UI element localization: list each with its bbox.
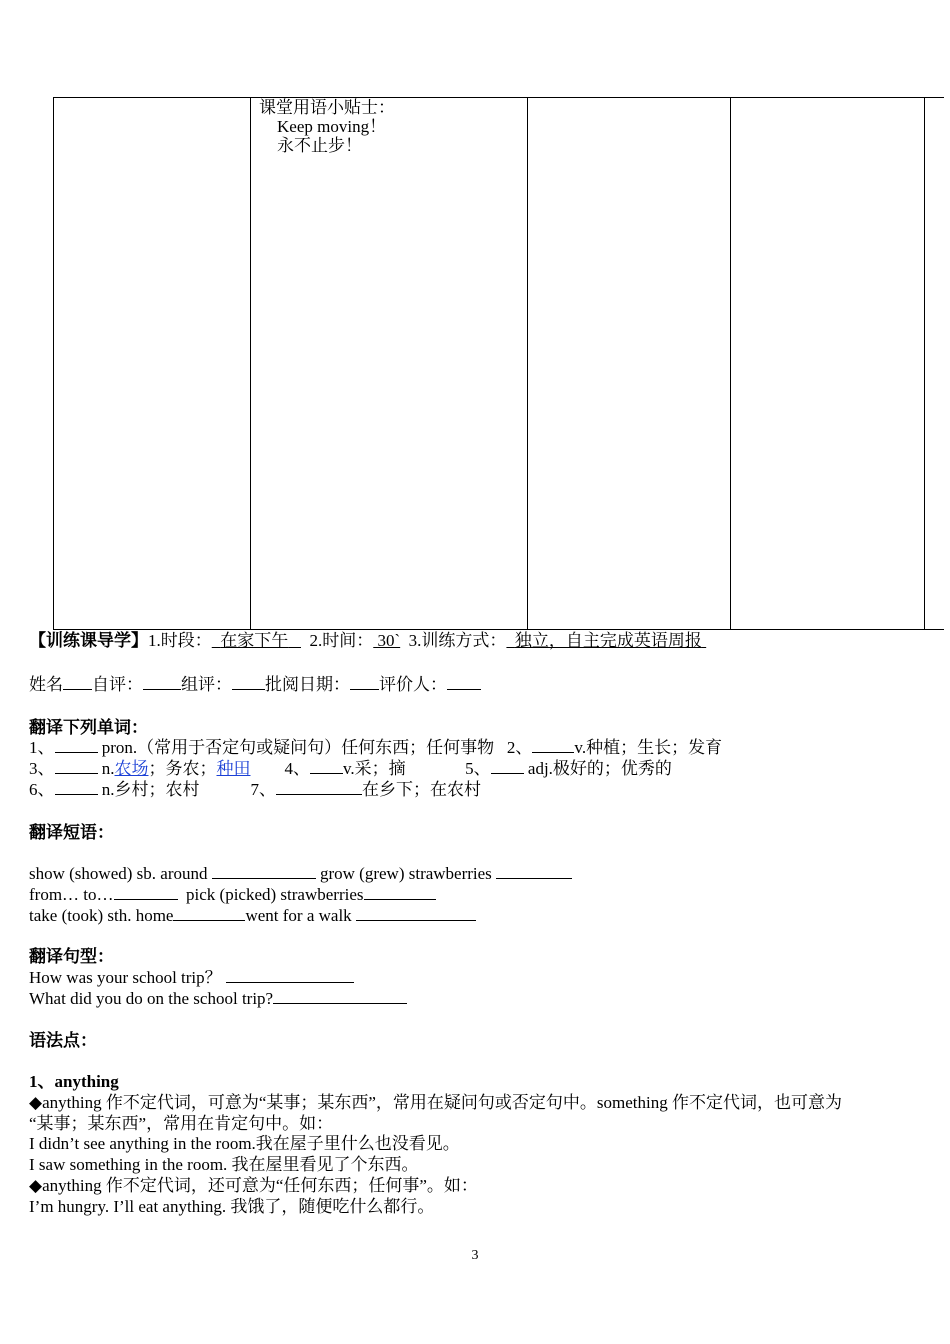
table-column-3 (528, 98, 731, 629)
tip-english: Keep moving！ (277, 117, 387, 136)
name-blank (63, 675, 92, 690)
table-column-4 (731, 98, 925, 629)
self-eval-blank (143, 675, 181, 690)
training-label: 【训练课导学】 (29, 631, 148, 650)
word-blank-4 (310, 759, 343, 774)
words-title: 翻译下列单词： (29, 718, 148, 737)
word-line-1: 1、 pron.（常用于否定句或疑问句）任何东西；任何事物 2、 v.种植；生长；发育 (29, 738, 723, 757)
phrase-blank-4 (364, 885, 436, 900)
tip-chinese: 永不止步！ (277, 136, 362, 155)
mode-label: 3.训练方式： (408, 631, 507, 650)
grammar-title: 语法点： (29, 1031, 97, 1050)
group-eval-blank (232, 675, 265, 690)
group-eval-label: 组评： (181, 675, 232, 694)
reviewer-label: 评价人： (379, 675, 447, 694)
grammar-line-3: I didn’t see anything in the room.我在屋子里什么也没看见。 (29, 1134, 460, 1153)
self-eval-label: 自评： (92, 675, 143, 694)
evaluation-line (29, 674, 481, 696)
time-value: 30` (377, 631, 401, 650)
table-column-2 (251, 98, 528, 629)
farm-link[interactable]: 农场 (114, 759, 149, 778)
phrase-line-2: from… to… pick (picked) strawberries (29, 884, 436, 906)
phrases-title: 翻译短语： (29, 823, 114, 842)
grammar-line-6: I’m hungry. I’ll eat anything. 我饿了，随便吃什么都行。 (29, 1197, 435, 1216)
phrase-line-3: take (took) sth. home went for a walk (29, 905, 476, 927)
date-label: 批阅日期： (265, 675, 350, 694)
period-label: 1.时段： (148, 631, 212, 650)
grammar-line-2: “某事；某东西”，常用在肯定句中。如： (29, 1114, 334, 1133)
word-blank-5 (491, 759, 524, 774)
word-blank-7 (276, 780, 362, 795)
training-header (29, 630, 706, 652)
phrase-blank-5 (173, 906, 245, 921)
phrase-blank-1 (212, 864, 316, 879)
lesson-table (53, 97, 944, 630)
word-blank-2 (532, 738, 574, 753)
word-line-2: 3、 n.农场；务农；种田 4、 v.采；摘 5、 adj.极好的；优秀的 (29, 759, 672, 778)
sentence-line-1: How was your school trip？ (29, 967, 354, 989)
sentence-blank-1 (226, 968, 354, 983)
sentences-title: 翻译句型： (29, 947, 114, 966)
period-value: 在家下午 (220, 631, 289, 650)
grammar-line-5: ◆anything 作不定代词，还可意为“任何东西；任何事”。如： (29, 1176, 478, 1195)
time-label: 2.时间： (309, 631, 374, 650)
grammar-line-4: I saw something in the room. 我在屋里看见了个东西。 (29, 1155, 419, 1174)
word-blank-3 (55, 759, 98, 774)
tip-title: 课堂用语小贴士： (259, 98, 395, 117)
phrase-blank-3 (114, 885, 178, 900)
word-blank-1 (55, 738, 98, 753)
date-blank (350, 675, 379, 690)
mode-value: 独立，自主完成英语周报 (514, 631, 702, 650)
grammar-heading: 1、anything (29, 1072, 119, 1091)
table-column-1 (54, 98, 251, 629)
phrase-blank-2 (496, 864, 572, 879)
name-label: 姓名 (29, 675, 63, 694)
word-line-3: 6、 n.乡村；农村 7、 在乡下；在农村 (29, 780, 481, 799)
page-number: 3 (471, 1248, 479, 1263)
reviewer-blank (447, 675, 481, 690)
farming-link[interactable]: 种田 (216, 759, 251, 778)
phrase-blank-6 (356, 906, 476, 921)
phrase-line-1: show (showed) sb. around grow (grew) strawberries (29, 863, 572, 885)
word-blank-6 (55, 780, 98, 795)
sentence-line-2: What did you do on the school trip? (29, 988, 407, 1010)
classroom-tip (259, 98, 395, 155)
grammar-line-1: ◆anything 作不定代词，可意为“某事；某东西”，常用在疑问句或否定句中。something 作不定代词，也可意为 (29, 1093, 842, 1112)
sentence-blank-2 (273, 989, 407, 1004)
